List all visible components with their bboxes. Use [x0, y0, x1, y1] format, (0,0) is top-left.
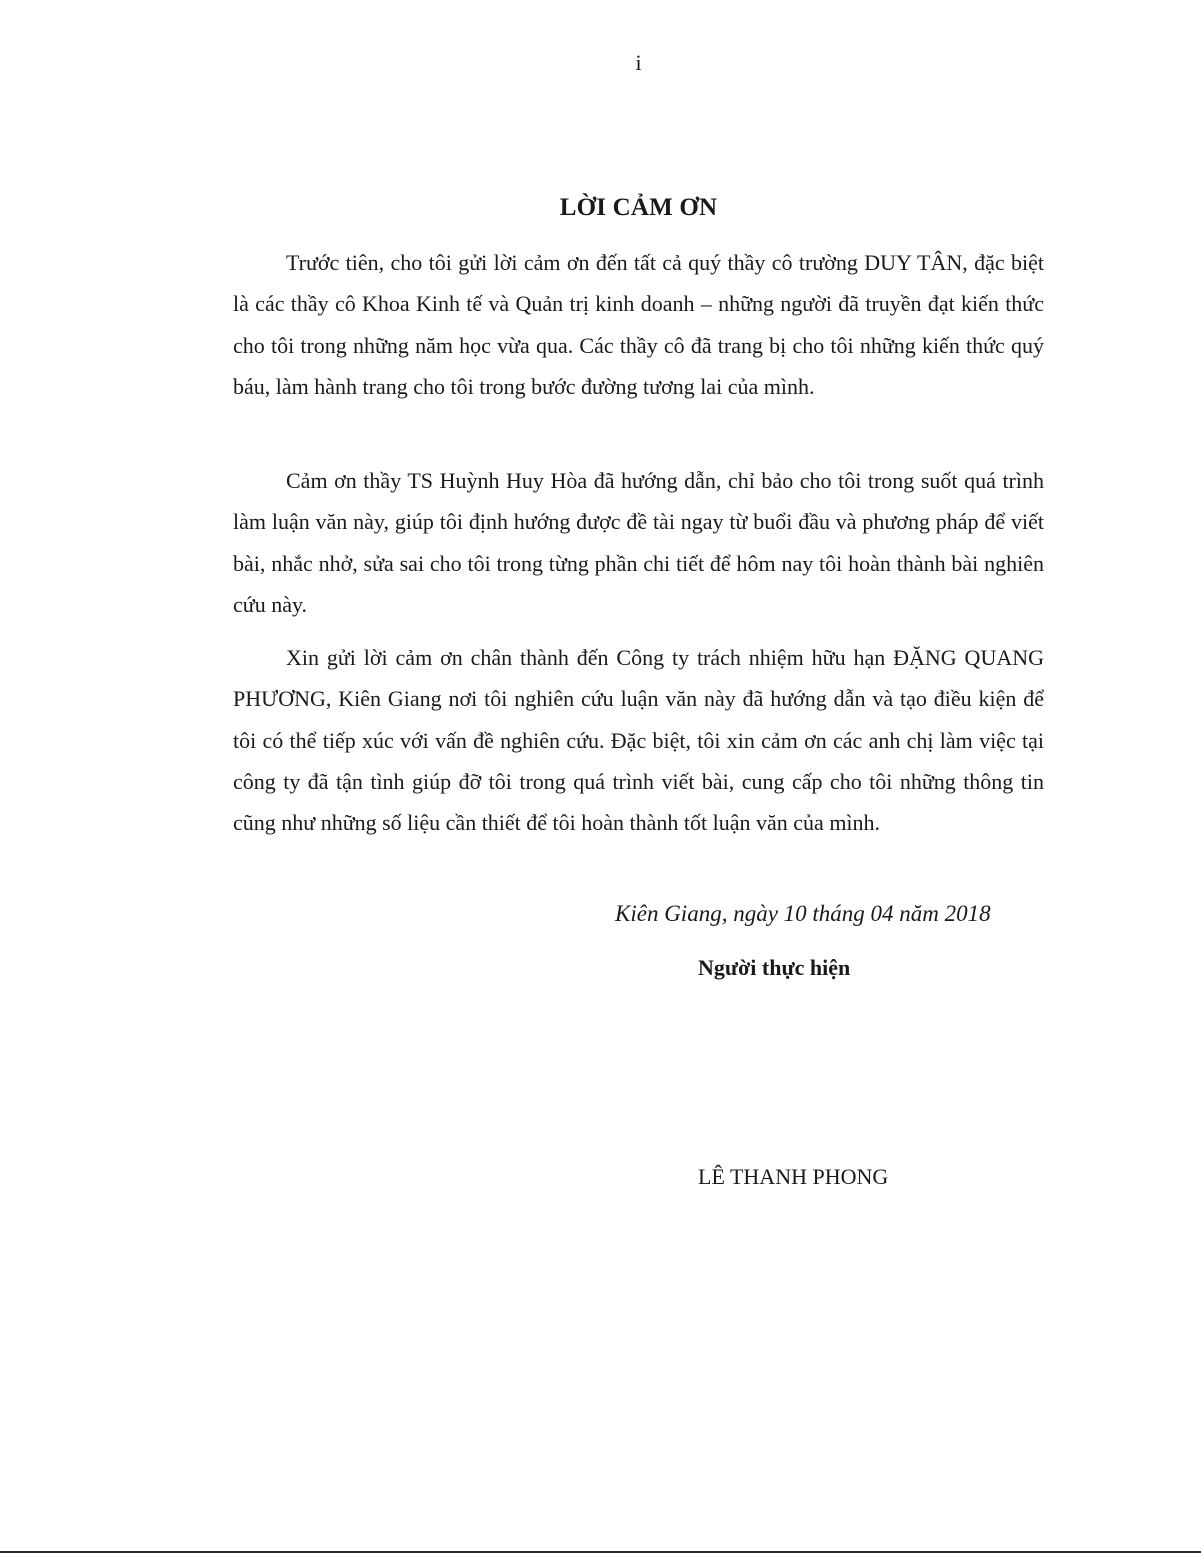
page-title: LỜI CẢM ƠN	[559, 194, 718, 221]
signer-name: LÊ THANH PHONG	[698, 1164, 889, 1189]
signature-date-line: Kiên Giang, ngày 10 tháng 04 năm 2018	[615, 901, 991, 926]
paragraph-3-text: Xin gửi lời cảm ơn chân thành đến Công ty trách nhiệm hữu hạn ĐẶNG QUANG PHƯƠNG, Kiên Giang nơi tôi nghiên cứu luận văn này đã hướng dẫn và tạo điều kiện để tôi có thể tiếp xúc với vấn đề nghiên cứu. Đặc biệt, tôi xin cảm ơn các anh chị làm việc tại công ty đã tận tình giúp đỡ tôi trong quá trình viết bài, cung cấp cho tôi những thông tin cũng như những số liệu cần thiết để tôi hoàn thành tốt luận văn của mình.	[233, 645, 1044, 836]
paragraph-2-text: Cảm ơn thầy TS Huỳnh Huy Hòa đã hướng dẫn, chỉ bảo cho tôi trong suốt quá trình làm luận văn này, giúp tôi định hướng được đề tài ngay từ buổi đầu và phương pháp để viết bài, nhắc nhở, sửa sai cho tôi trong từng phần chi tiết để hôm nay tôi hoàn thành bài nghiên cứu này.	[233, 468, 1044, 617]
page-bottom-edge	[0, 1551, 1201, 1553]
page-number: i	[635, 50, 642, 75]
paragraph-1-text: Trước tiên, cho tôi gửi lời cảm ơn đến tất cả quý thầy cô trường DUY TÂN, đặc biệt là các thầy cô Khoa Kinh tế và Quản trị kinh doanh – những người đã truyền đạt kiến thức cho tôi trong những năm học vừa qua. Các thầy cô đã trang bị cho tôi những kiến thức quý báu, làm hành trang cho tôi trong bước đường tương lai của mình.	[233, 250, 1044, 399]
signer-role: Người thực hiện	[698, 955, 851, 980]
paragraph-2	[233, 460, 1044, 625]
paragraph-1	[233, 242, 1044, 407]
paragraph-3	[233, 637, 1044, 843]
